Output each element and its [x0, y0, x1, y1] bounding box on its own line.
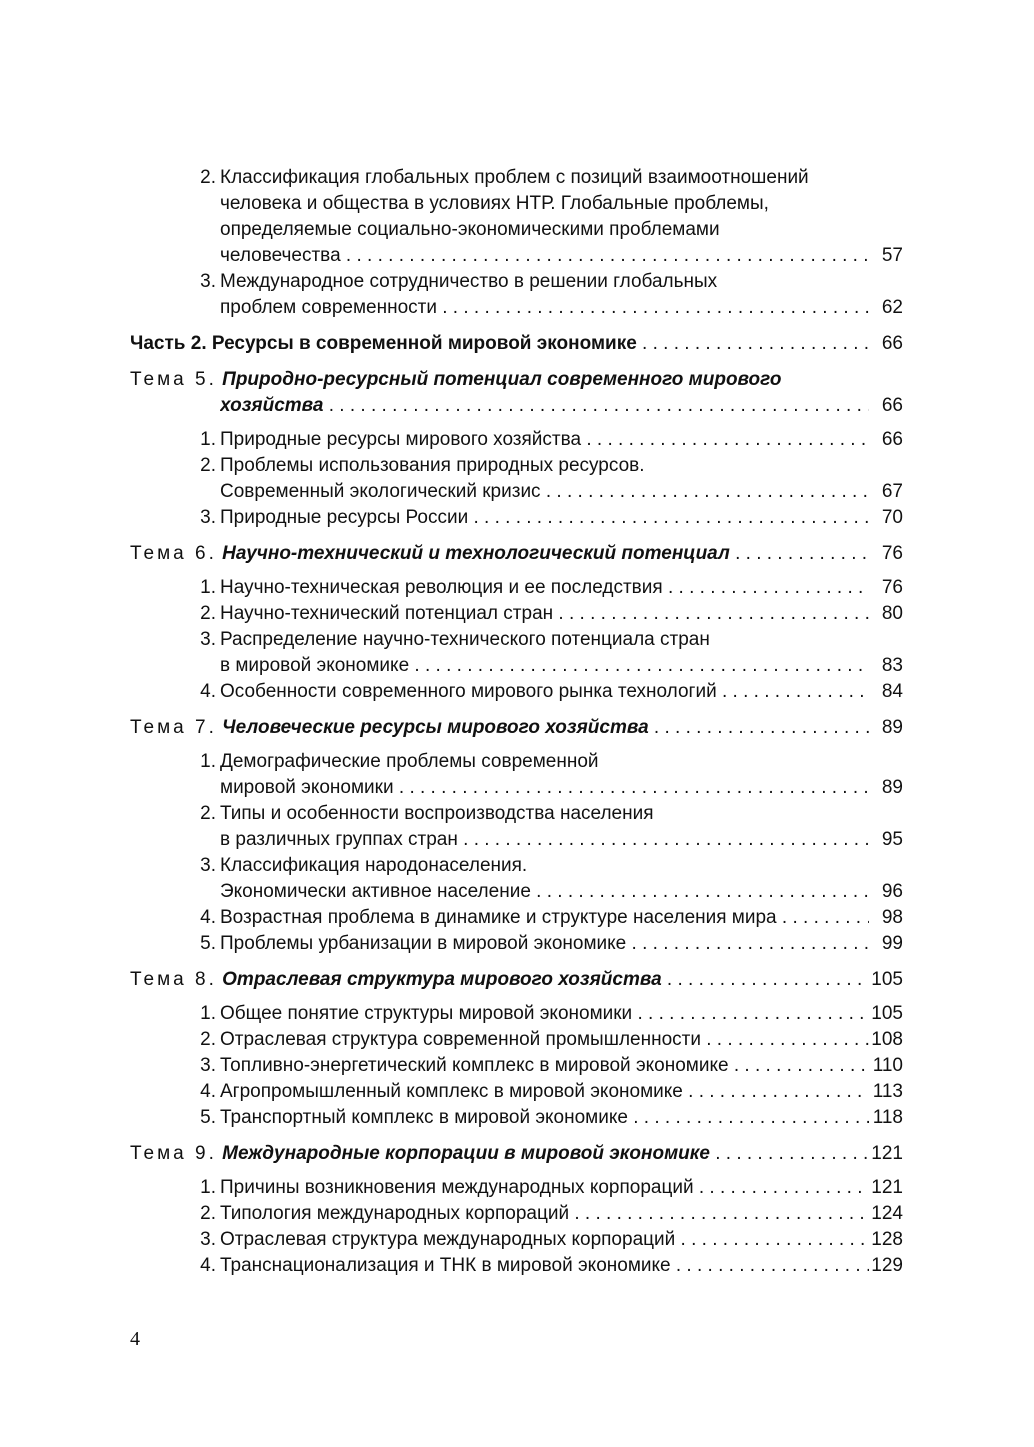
- toc-line-text: [220, 679, 869, 705]
- toc-line-text: [220, 1253, 869, 1279]
- toc-line: [130, 801, 903, 827]
- spacer: [130, 419, 903, 427]
- toc-page-number: 66: [882, 331, 903, 357]
- toc-item-number: 1.: [200, 577, 216, 598]
- toc-line: [130, 191, 903, 217]
- toc-item-number: 3.: [200, 1229, 216, 1250]
- topic-label: Тема 9.: [130, 1143, 217, 1164]
- toc-line-text: [220, 1105, 869, 1131]
- toc-line: [130, 1227, 903, 1253]
- toc-line-text: [130, 967, 869, 993]
- toc-title: Классификация народонаселения.: [220, 855, 528, 876]
- toc-line-text: [220, 453, 903, 479]
- toc-page-number: 80: [882, 601, 903, 627]
- toc-line-text: [220, 801, 903, 827]
- toc-line: [130, 749, 903, 775]
- toc-page-number: 105: [871, 1001, 903, 1027]
- toc-line: [130, 715, 903, 741]
- toc-line-text: [220, 217, 903, 243]
- toc-title: Природные ресурсы мирового хозяйства: [220, 429, 582, 450]
- toc-line-text: [220, 165, 903, 191]
- toc-item-number: 2.: [200, 603, 216, 624]
- toc-line: [130, 1053, 903, 1079]
- toc-line-text: [220, 827, 869, 853]
- toc-title: Проблемы урбанизации в мировой экономике: [220, 933, 627, 954]
- toc-page-number: 98: [882, 905, 903, 931]
- toc-line-text: [220, 191, 903, 217]
- toc-entry-item: [130, 1227, 903, 1253]
- toc-title: Причины возникновения международных корпораций: [220, 1177, 694, 1198]
- toc-line-text: [220, 575, 869, 601]
- toc-title: в мировой экономике: [220, 655, 410, 676]
- toc-line: [130, 1201, 903, 1227]
- toc-line: [130, 269, 903, 295]
- toc-entry-item: [130, 1027, 903, 1053]
- toc-line: [130, 653, 903, 679]
- toc-title: Научно-технический потенциал стран: [220, 603, 554, 624]
- toc-line-text: [220, 653, 869, 679]
- toc-line: [130, 217, 903, 243]
- toc-page-number: 89: [882, 775, 903, 801]
- toc-entry-item: [130, 1053, 903, 1079]
- toc-line-text: [220, 1079, 869, 1105]
- toc-item-number: 3.: [200, 1055, 216, 1076]
- toc-entry-item: [130, 1079, 903, 1105]
- toc-entry-topic: [130, 715, 903, 741]
- toc-line-text: [220, 1201, 869, 1227]
- toc-entry-item: [130, 679, 903, 705]
- spacer: [130, 1167, 903, 1175]
- part-label: Часть 2.: [130, 333, 207, 354]
- toc-page-number: 57: [882, 243, 903, 269]
- toc-title: Агропромышленный комплекс в мировой экономике: [220, 1081, 683, 1102]
- toc-item-number: 1.: [200, 751, 216, 772]
- toc-line: [130, 905, 903, 931]
- toc-page-number: 66: [882, 427, 903, 453]
- toc-line: [130, 775, 903, 801]
- topic-label: Тема 7.: [130, 717, 217, 738]
- toc-line: [130, 1253, 903, 1279]
- toc-title: Особенности современного мирового рынка технологий: [220, 681, 717, 702]
- toc-title: Международное сотрудничество в решении глобальных: [220, 271, 718, 292]
- toc-page-number: 70: [882, 505, 903, 531]
- toc-title: Природно-ресурсный потенциал современного мирового: [222, 369, 782, 390]
- toc-entry-item: [130, 505, 903, 531]
- toc-entry-topic: [130, 967, 903, 993]
- toc-title: Ресурсы в современной мировой экономике: [211, 333, 637, 354]
- toc-line-text: [130, 1141, 869, 1167]
- spacer: [130, 957, 903, 967]
- toc-line-text: [220, 1227, 869, 1253]
- topic-label: Тема 6.: [130, 543, 217, 564]
- toc-line-text: [220, 1053, 869, 1079]
- topic-label: Тема 5.: [130, 369, 217, 390]
- toc-title: Природные ресурсы России: [220, 507, 469, 528]
- toc-item-number: 2.: [200, 455, 216, 476]
- toc-item-number: 2.: [200, 803, 216, 824]
- spacer: [130, 321, 903, 331]
- toc-line: [130, 1001, 903, 1027]
- toc-line: [130, 679, 903, 705]
- toc-title: человечества: [220, 245, 341, 266]
- toc-line-text: [130, 331, 869, 357]
- toc-title: проблем современности: [220, 297, 437, 318]
- toc-page-number: 67: [882, 479, 903, 505]
- toc-title: Общее понятие структуры мировой экономики: [220, 1003, 633, 1024]
- spacer: [130, 531, 903, 541]
- toc-title: Топливно-энергетический комплекс в мировой экономике: [220, 1055, 729, 1076]
- toc-line-text: [220, 853, 903, 879]
- toc-entry-item: [130, 1201, 903, 1227]
- toc-title: Классификация глобальных проблем с позиций взаимоотношений: [220, 167, 809, 188]
- toc-page-number: 105: [871, 967, 903, 993]
- toc-line: [130, 575, 903, 601]
- toc-entry-item: [130, 801, 903, 853]
- toc-title: Отраслевая структура международных корпораций: [220, 1229, 676, 1250]
- toc-page-number: 128: [871, 1227, 903, 1253]
- toc-page-number: 108: [871, 1027, 903, 1053]
- toc-line: [130, 1141, 903, 1167]
- toc-line-text: [220, 1175, 869, 1201]
- toc-line-text: [220, 269, 903, 295]
- toc-entry-item: [130, 165, 903, 269]
- toc-line-text: [220, 505, 869, 531]
- toc-line-text: [220, 1027, 869, 1053]
- toc-line: [130, 1079, 903, 1105]
- toc-title: Типы и особенности воспроизводства населения: [220, 803, 654, 824]
- toc-line: [130, 243, 903, 269]
- toc-line-text: [220, 1001, 869, 1027]
- toc-line-text: [220, 931, 869, 957]
- toc-item-number: 2.: [200, 167, 216, 188]
- toc-line: [130, 967, 903, 993]
- toc-title: Отраслевая структура современной промышленности: [220, 1029, 701, 1050]
- toc-page-number: 66: [882, 393, 903, 419]
- toc-page-number: 96: [882, 879, 903, 905]
- toc-page-number: 110: [873, 1053, 903, 1079]
- spacer: [130, 993, 903, 1001]
- toc-line: [130, 479, 903, 505]
- toc-title: мировой экономики: [220, 777, 394, 798]
- toc-line-text: [220, 601, 869, 627]
- toc-line: [130, 627, 903, 653]
- toc-item-number: 4.: [200, 1081, 216, 1102]
- toc-entry-part: [130, 331, 903, 357]
- spacer: [130, 357, 903, 367]
- toc-line: [130, 367, 903, 393]
- toc-title: Транспортный комплекс в мировой экономике: [220, 1107, 628, 1128]
- spacer: [130, 705, 903, 715]
- toc-line: [130, 1175, 903, 1201]
- toc-item-number: 5.: [200, 1107, 216, 1128]
- toc-line: [130, 427, 903, 453]
- toc-line-text: [220, 879, 869, 905]
- toc-line: [130, 1105, 903, 1131]
- toc-title: Возрастная проблема в динамике и структуре населения мира: [220, 907, 777, 928]
- toc-line: [130, 1027, 903, 1053]
- toc-entry-item: [130, 905, 903, 931]
- toc-entry-item: [130, 853, 903, 905]
- toc-line-text: [130, 541, 869, 567]
- toc-item-number: 3.: [200, 629, 216, 650]
- toc-line: [130, 879, 903, 905]
- toc-title: Типология международных корпораций: [220, 1203, 570, 1224]
- toc-entry-topic: [130, 367, 903, 419]
- toc-line: [130, 505, 903, 531]
- toc-title: Отраслевая структура мирового хозяйства: [222, 969, 662, 990]
- toc-title: человека и общества в условиях НТР. Глобальные проблемы,: [220, 193, 769, 214]
- toc-item-number: 2.: [200, 1029, 216, 1050]
- toc-entry-item: [130, 575, 903, 601]
- toc-page-number: 89: [882, 715, 903, 741]
- toc-page-number: 95: [882, 827, 903, 853]
- toc-page-number: 83: [882, 653, 903, 679]
- toc-entry-item: [130, 1175, 903, 1201]
- toc-item-number: 1.: [200, 1003, 216, 1024]
- toc-entry-topic: [130, 1141, 903, 1167]
- toc-entry-item: [130, 627, 903, 679]
- toc-page-number: 129: [871, 1253, 903, 1279]
- toc-line: [130, 393, 903, 419]
- toc-title: Научно-техническая революция и ее последствия: [220, 577, 663, 598]
- toc-page-number: 124: [871, 1201, 903, 1227]
- toc-entry-item: [130, 453, 903, 505]
- spacer: [130, 741, 903, 749]
- spacer: [130, 1131, 903, 1141]
- toc-item-number: 3.: [200, 855, 216, 876]
- toc-page-number: 62: [882, 295, 903, 321]
- toc-title: Проблемы использования природных ресурсов.: [220, 455, 645, 476]
- toc-entry-topic: [130, 541, 903, 567]
- toc-item-number: 4.: [200, 907, 216, 928]
- toc-line-text: [220, 393, 869, 419]
- toc-line: [130, 165, 903, 191]
- table-of-contents: [130, 165, 903, 1279]
- spacer: [130, 567, 903, 575]
- toc-item-number: 2.: [200, 1203, 216, 1224]
- toc-line: [130, 331, 903, 357]
- toc-title: Современный экологический кризис: [220, 481, 541, 502]
- toc-item-number: 3.: [200, 507, 216, 528]
- toc-page-number: 99: [882, 931, 903, 957]
- toc-item-number: 5.: [200, 933, 216, 954]
- toc-title: Демографические проблемы современной: [220, 751, 599, 772]
- topic-label: Тема 8.: [130, 969, 217, 990]
- toc-line: [130, 453, 903, 479]
- toc-title: Международные корпорации в мировой экономике: [222, 1143, 710, 1164]
- toc-line: [130, 601, 903, 627]
- toc-title: Научно-технический и технологический потенциал: [222, 543, 730, 564]
- toc-line-text: [220, 905, 869, 931]
- toc-title: Человеческие ресурсы мирового хозяйства: [222, 717, 649, 738]
- toc-line-text: [220, 427, 869, 453]
- toc-item-number: 1.: [200, 1177, 216, 1198]
- toc-line-text: [130, 367, 903, 393]
- toc-title: Экономически активное население: [220, 881, 531, 902]
- toc-title: Распределение научно-технического потенциала стран: [220, 629, 710, 650]
- page-number: 4: [130, 1328, 140, 1350]
- toc-line-text: [220, 775, 869, 801]
- toc-line-text: [220, 295, 869, 321]
- toc-entry-item: [130, 427, 903, 453]
- toc-line: [130, 295, 903, 321]
- toc-title: Транснационализация и ТНК в мировой экономике: [220, 1255, 671, 1276]
- toc-line: [130, 541, 903, 567]
- toc-item-number: 4.: [200, 1255, 216, 1276]
- toc-entry-item: [130, 601, 903, 627]
- toc-title: в различных группах стран: [220, 829, 458, 850]
- toc-entry-item: [130, 749, 903, 801]
- toc-line-text: [220, 627, 903, 653]
- toc-item-number: 1.: [200, 429, 216, 450]
- toc-page-number: 121: [871, 1141, 903, 1167]
- toc-entry-item: [130, 269, 903, 321]
- toc-line-text: [220, 749, 903, 775]
- toc-line: [130, 931, 903, 957]
- toc-line-text: [220, 243, 869, 269]
- toc-title: определяемые социально-экономическими проблемами: [220, 219, 720, 240]
- toc-line-text: [220, 479, 869, 505]
- toc-line: [130, 827, 903, 853]
- toc-title: хозяйства: [220, 395, 324, 416]
- toc-line-text: [130, 715, 869, 741]
- toc-entry-item: [130, 931, 903, 957]
- toc-page-number: 121: [871, 1175, 903, 1201]
- toc-entry-item: [130, 1253, 903, 1279]
- toc-page-number: 76: [882, 575, 903, 601]
- toc-entry-item: [130, 1105, 903, 1131]
- toc-entry-item: [130, 1001, 903, 1027]
- toc-line: [130, 853, 903, 879]
- toc-page-number: 76: [882, 541, 903, 567]
- toc-page-number: 118: [873, 1105, 903, 1131]
- toc-item-number: 4.: [200, 681, 216, 702]
- toc-page-number: 113: [873, 1079, 903, 1105]
- toc-item-number: 3.: [200, 271, 216, 292]
- toc-page-number: 84: [882, 679, 903, 705]
